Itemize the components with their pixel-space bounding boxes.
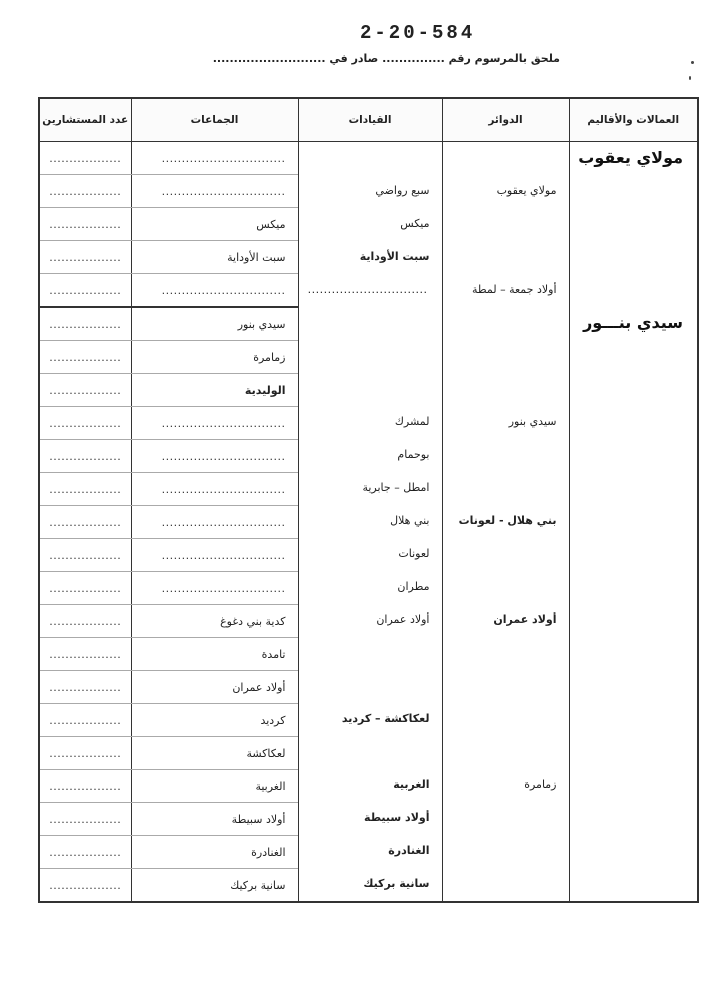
- commune-name: ميكس: [256, 217, 286, 231]
- commune-name: كدية بني دغوغ: [220, 614, 286, 628]
- councillors-count-cell: [39, 869, 131, 903]
- commune-cell: [131, 374, 298, 407]
- councillors-count-placeholder: ..................: [49, 416, 122, 430]
- commune-name: سبت الأوداية: [227, 250, 286, 264]
- province-cell: [569, 142, 698, 308]
- commune-placeholder: ...............................: [161, 449, 286, 463]
- commune-cell: [131, 175, 298, 208]
- qiyada-name: ميكس: [400, 217, 430, 230]
- commune-placeholder: ...............................: [161, 151, 286, 165]
- councillors-count-placeholder: ..................: [49, 746, 122, 760]
- councillors-count-cell: [39, 605, 131, 638]
- councillors-count-placeholder: ..................: [49, 713, 122, 727]
- councillors-count-cell: [39, 374, 131, 407]
- commune-name: الغنادرة: [251, 845, 286, 859]
- header-councillors-count: عدد المستشارين: [39, 98, 131, 142]
- circle-name: مولاي يعقوب: [496, 184, 557, 197]
- commune-placeholder: ...............................: [161, 548, 286, 562]
- councillors-count-cell: [39, 307, 131, 341]
- commune-cell: [131, 142, 298, 175]
- councillors-count-cell: [39, 506, 131, 539]
- qiyada-name: أولاد سبيطة: [364, 811, 430, 824]
- councillors-count-cell: [39, 407, 131, 440]
- councillors-count-cell: [39, 175, 131, 208]
- councillors-count-cell: [39, 142, 131, 175]
- qiyada-name: امطل – جابرية: [362, 481, 430, 494]
- councillors-count-placeholder: ..................: [49, 151, 122, 165]
- councillors-table: [38, 97, 699, 903]
- commune-cell: [131, 605, 298, 638]
- commune-placeholder: ...............................: [161, 283, 286, 297]
- commune-cell: [131, 473, 298, 506]
- councillors-count-cell: [39, 241, 131, 274]
- circles-cell: [442, 307, 569, 902]
- councillors-count-cell: [39, 803, 131, 836]
- councillors-count-cell: [39, 539, 131, 572]
- header-communes: الجماعات: [131, 98, 298, 142]
- commune-cell: [131, 671, 298, 704]
- scan-speck: [691, 61, 694, 64]
- councillors-count-placeholder: ..................: [49, 845, 122, 859]
- councillors-count-placeholder: ..................: [49, 614, 122, 628]
- councillors-count-placeholder: ..................: [49, 647, 122, 661]
- table-header-row: [39, 98, 698, 142]
- councillors-count-cell: [39, 341, 131, 374]
- councillors-count-cell: [39, 208, 131, 241]
- qiyada-name: لعونات: [398, 547, 430, 560]
- circle-name: أولاد جمعة – لمطة: [471, 283, 557, 296]
- councillors-count-cell: [39, 274, 131, 308]
- commune-placeholder: ...............................: [161, 184, 286, 198]
- commune-name: تامدة: [261, 647, 286, 661]
- commune-name: لعكاكشة: [246, 746, 286, 760]
- councillors-count-placeholder: ..................: [49, 515, 122, 529]
- commune-cell: [131, 836, 298, 869]
- councillors-count-placeholder: ..................: [49, 283, 122, 297]
- councillors-count-placeholder: ..................: [49, 581, 122, 595]
- table-body: [39, 142, 698, 903]
- province-name: سيدي بنـــور: [583, 313, 683, 332]
- qiyadat-cell: [298, 307, 442, 902]
- commune-cell: [131, 440, 298, 473]
- circle-name: زمامرة: [524, 778, 557, 791]
- commune-cell: [131, 307, 298, 341]
- commune-cell: [131, 506, 298, 539]
- commune-cell: [131, 704, 298, 737]
- table-row: [39, 142, 698, 175]
- commune-cell: [131, 274, 298, 308]
- commune-name: زمامرة: [253, 350, 286, 364]
- qiyada-name: أولاد عمران: [376, 613, 430, 626]
- councillors-count-placeholder: ..................: [49, 878, 122, 892]
- councillors-count-placeholder: ..................: [49, 250, 122, 264]
- commune-placeholder: ...............................: [161, 581, 286, 595]
- commune-cell: [131, 770, 298, 803]
- annex-caption: ملحق بالمرسوم رقم ............... صادر في ...........................: [212, 52, 560, 65]
- councillors-count-cell: [39, 473, 131, 506]
- commune-name: الوليدية: [244, 383, 286, 397]
- commune-name: سانية بركيك: [230, 878, 286, 892]
- commune-cell: [131, 407, 298, 440]
- councillors-count-cell: [39, 440, 131, 473]
- commune-cell: [131, 341, 298, 374]
- councillors-count-placeholder: ..................: [49, 548, 122, 562]
- commune-cell: [131, 638, 298, 671]
- councillors-count-placeholder: ..................: [49, 217, 122, 231]
- province-name: مولاي يعقوب: [578, 148, 683, 167]
- commune-name: سيدي بنور: [237, 317, 286, 331]
- header-circles: الدوائر: [442, 98, 569, 142]
- councillors-count-cell: [39, 836, 131, 869]
- commune-placeholder: ...............................: [161, 416, 286, 430]
- councillors-count-cell: [39, 704, 131, 737]
- decree-number: 2-20-584: [360, 22, 476, 44]
- commune-name: كرديد: [260, 713, 286, 727]
- qiyada-name: سانية بركيك: [363, 877, 430, 890]
- qiyada-name: سبت الأوداية: [359, 250, 430, 263]
- councillors-count-placeholder: ..................: [49, 449, 122, 463]
- councillors-count-placeholder: ..................: [49, 317, 122, 331]
- commune-name: أولاد عمران: [232, 680, 286, 694]
- councillors-count-placeholder: ..................: [49, 482, 122, 496]
- commune-cell: [131, 208, 298, 241]
- qiyada-name: بني هلال: [390, 514, 430, 527]
- commune-placeholder: ...............................: [161, 482, 286, 496]
- table-row: [39, 307, 698, 341]
- commune-cell: [131, 572, 298, 605]
- commune-cell: [131, 241, 298, 274]
- qiyada-name: مطران: [397, 580, 430, 593]
- councillors-count-placeholder: ..................: [49, 350, 122, 364]
- scan-speck: [689, 76, 691, 80]
- commune-name: أولاد سبيطة: [231, 812, 286, 826]
- qiyadat-cell: [298, 142, 442, 308]
- councillors-count-placeholder: ..................: [49, 680, 122, 694]
- qiyada-name: لعكاكشة – كرديد: [341, 712, 430, 725]
- councillors-count-cell: [39, 737, 131, 770]
- councillors-count-cell: [39, 770, 131, 803]
- commune-cell: [131, 539, 298, 572]
- councillors-count-cell: [39, 638, 131, 671]
- commune-name: الغربية: [255, 779, 286, 793]
- councillors-count-placeholder: ..................: [49, 184, 122, 198]
- qiyada-name: بوحمام: [397, 448, 430, 461]
- circle-name: أولاد عمران: [493, 613, 557, 626]
- councillors-count-placeholder: ..................: [49, 779, 122, 793]
- councillors-count-placeholder: ..................: [49, 812, 122, 826]
- commune-cell: [131, 737, 298, 770]
- councillors-count-placeholder: ..................: [49, 383, 122, 397]
- commune-placeholder: ...............................: [161, 515, 286, 529]
- qiyada-name: لمشرك: [394, 415, 430, 428]
- qiyada-placeholder: ..............................: [307, 283, 428, 296]
- councillors-count-cell: [39, 671, 131, 704]
- qiyada-name: سبع رواضي: [375, 184, 430, 197]
- circle-name: سيدي بنور: [508, 415, 557, 428]
- circle-name: بني هلال - لعونات: [458, 514, 557, 527]
- province-cell: [569, 307, 698, 902]
- commune-cell: [131, 803, 298, 836]
- qiyada-name: الغنادرة: [388, 844, 430, 857]
- commune-cell: [131, 869, 298, 903]
- header-provinces: العمالات والأقاليم: [569, 98, 698, 142]
- header-qiyadat: القيادات: [298, 98, 442, 142]
- qiyada-name: الغربية: [393, 778, 430, 791]
- councillors-count-cell: [39, 572, 131, 605]
- circles-cell: [442, 142, 569, 308]
